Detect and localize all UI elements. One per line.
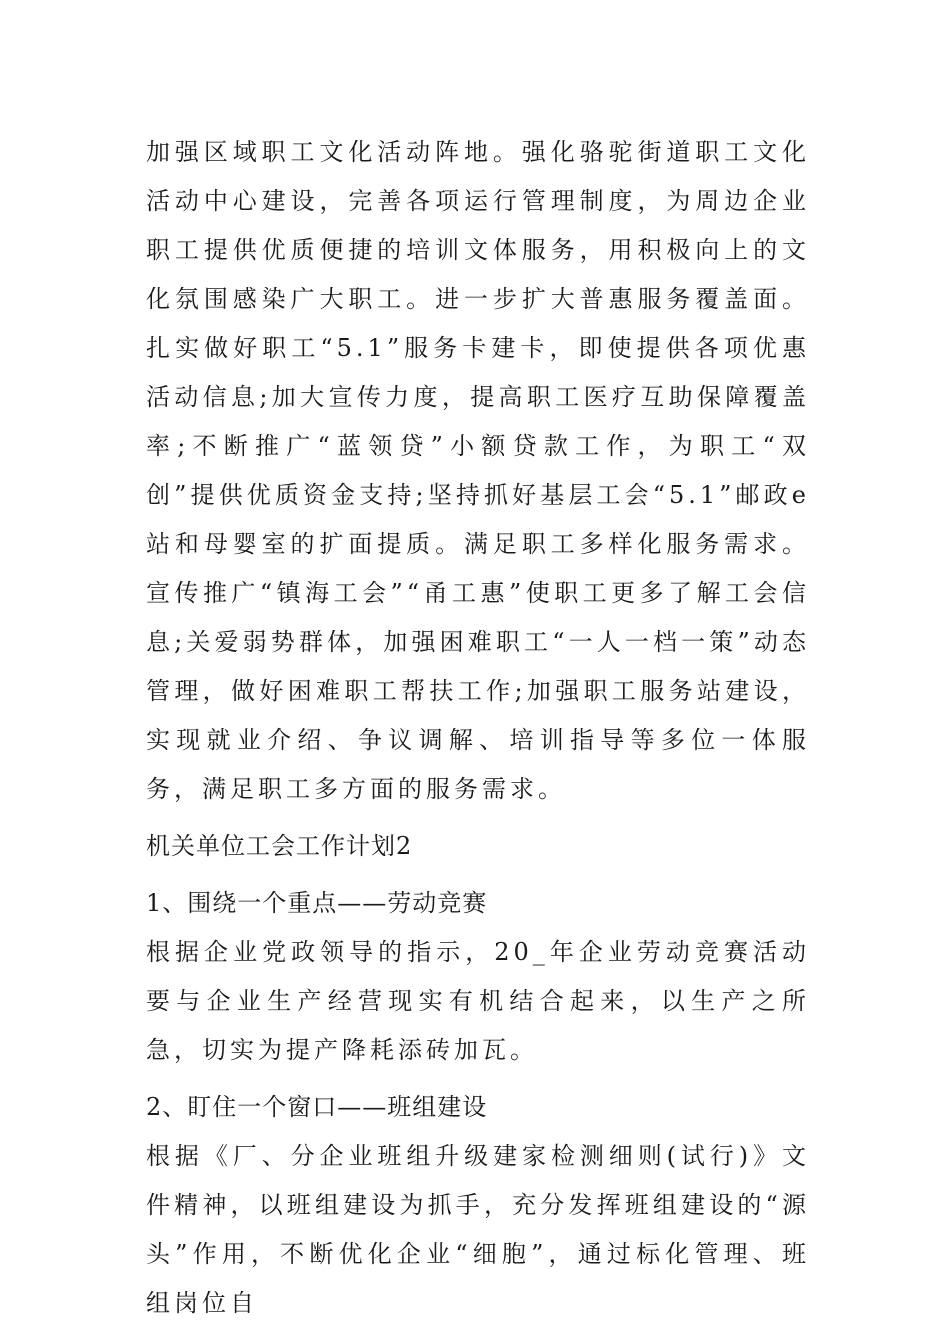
item-heading-team-building: 2、盯住一个窗口——班组建设 bbox=[146, 1093, 488, 1121]
section-title: 机关单位工会工作计划2 bbox=[146, 832, 413, 860]
paragraph-workers-culture: 加强区域职工文化活动阵地。强化骆驼街道职工文化活动中心建设，完善各项运行管理制度，为周边企业职工提供优质便捷的培训文体服务，用积极向上的文化氛围感染广大职工。进一步扩大普惠服务覆盖面。扎实做好职工“5.1”服务卡建卡，即使提供各项优惠活动信息;加大宣传力度，提高职工医疗互助保障覆盖率;不断推广“蓝领贷”小额贷款工作，为职工“双创”提供优质资金支持;坚持抓好基层工会“5.1”邮政e站和母婴室的扩面提质。满足职工多样化服务需求。宣传推广“镇海工会”“甬工惠”使职工更多了解工会信息;关爱弱势群体，加强困难职工“一人一档一策”动态管理，做好困难职工帮扶工作;加强职工服务站建设，实现就业介绍、争议调解、培训指导等多位一体服务，满足职工多方面的服务需求。 bbox=[146, 138, 810, 803]
document-body bbox=[146, 128, 810, 1328]
paragraph-team-building: 根据《厂、分企业班组升级建家检测细则(试行)》文件精神，以班组建设为抓手，充分发挥班组建设的“源头”作用，不断优化企业“细胞”，通过标化管理、班组岗位自 bbox=[146, 1142, 810, 1317]
paragraph-labor-competition: 根据企业党政领导的指示，20_年企业劳动竞赛活动要与企业生产经营现实有机结合起来，以生产之所急，切实为提产降耗添砖加瓦。 bbox=[146, 938, 810, 1064]
item-heading-labor-competition: 1、围绕一个重点——劳动竞赛 bbox=[146, 889, 488, 917]
